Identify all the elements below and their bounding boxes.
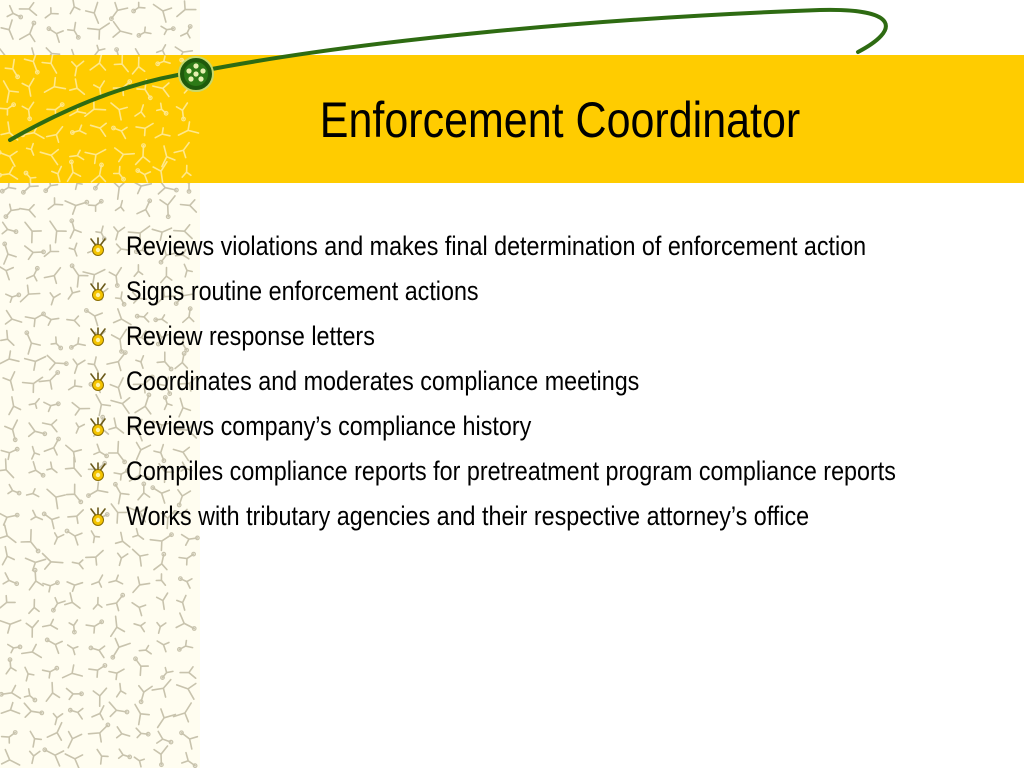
bullet-item [88, 318, 958, 355]
bullet-item [88, 228, 958, 265]
yellow-flower-icon [88, 417, 108, 437]
bullet-text: Reviews company’s compliance history [126, 411, 532, 441]
slide-title: Enforcement Coordinator [319, 92, 801, 148]
yellow-flower-icon [88, 327, 108, 347]
green-node-icon [179, 57, 213, 91]
bullet-item [88, 408, 958, 445]
bullet-item [88, 273, 958, 310]
bullet-text: Works with tributary agencies and their respective attorney’s office [126, 501, 810, 531]
bullet-item [88, 498, 958, 535]
bullet-list [88, 228, 958, 543]
bullet-item [88, 363, 958, 400]
bullet-text: Reviews violations and makes final determination of enforcement action [126, 231, 867, 261]
yellow-flower-icon [88, 507, 108, 527]
yellow-flower-icon [88, 462, 108, 482]
yellow-flower-icon [88, 282, 108, 302]
yellow-flower-icon [88, 372, 108, 392]
bullet-text: Coordinates and moderates compliance meetings [126, 366, 640, 396]
bullet-text: Signs routine enforcement actions [126, 276, 479, 306]
bullet-text: Compiles compliance reports for pretreatment program compliance reports [126, 456, 896, 486]
yellow-flower-icon [88, 237, 108, 257]
bullet-item [88, 453, 958, 490]
bullet-text: Review response letters [126, 321, 375, 351]
